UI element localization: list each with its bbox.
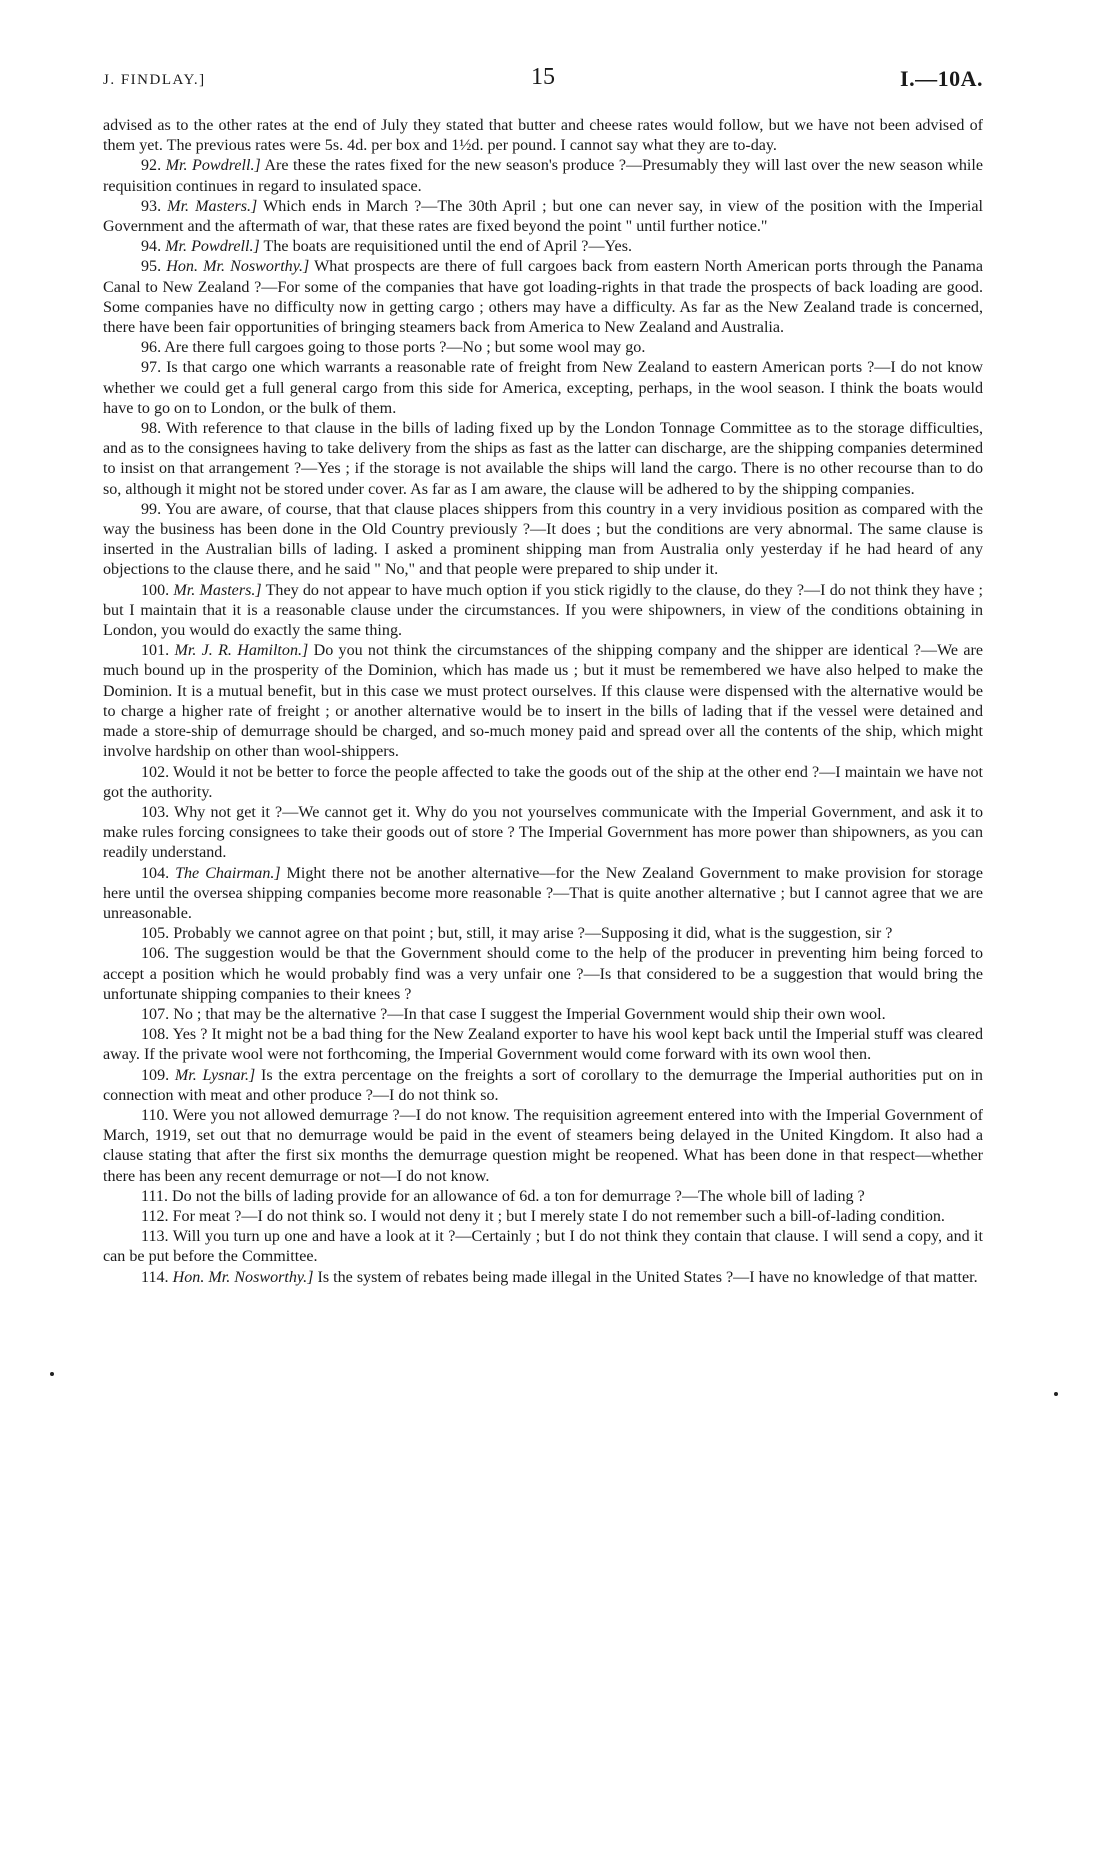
page-header bbox=[103, 62, 983, 96]
paragraph-text: Is that cargo one which warrants a reasonable rate of freight from New Zealand to eastern American ports ?—I do not know whether we could get a full general cargo from this side for America, excepting, perhaps, in the wool season. I think the boats would have to go on to London, or the bulk of them. bbox=[103, 359, 983, 417]
paragraph-text: Would it not be better to force the people affected to take the goods out of the ship at the other end ?—I maintain we have not got the authority. bbox=[103, 763, 984, 801]
header-witness-name: J. FINDLAY.] bbox=[103, 72, 206, 88]
question-number: 99. bbox=[141, 500, 162, 518]
paragraph-text: Will you turn up one and have a look at it ?—Certainly ; but I do not think they contain that clause. I will send a copy, and it can be put before the Committee. bbox=[103, 1228, 983, 1266]
question-number: 101. bbox=[141, 642, 170, 660]
header-paper-reference: I.—10A. bbox=[900, 66, 983, 91]
paragraph-text: Yes ? It might not be a bad thing for the New Zealand exporter to have his wool kept back until the Imperial stuff was cleared away. If the private wool were not forthcoming, the Imperial Government would come forward with its own wool then. bbox=[103, 1026, 983, 1064]
question-paragraph bbox=[103, 500, 983, 581]
page-number: 15 bbox=[531, 64, 555, 90]
question-number: 104. bbox=[141, 864, 170, 882]
paragraph-text: Probably we cannot agree on that point ; but, still, it may arise ?—Supposing it did, what is the suggestion, sir ? bbox=[173, 925, 893, 943]
question-number: 109. bbox=[141, 1066, 170, 1084]
question-paragraph bbox=[103, 338, 983, 358]
question-number: 112. bbox=[141, 1207, 169, 1225]
paragraph-text: Were you not allowed demurrage ?—I do not know. The requisition agreement entered into with the Imperial Government of March, 1919, set out that no demurrage would be paid in the event of steamers being delayed in the United Kingdom. It also had a clause stating that after the first six months the demurrage question might be reopened. What has been done in that respect—whether there has been any recent demurrage or not—I do not know. bbox=[103, 1106, 983, 1185]
question-paragraph bbox=[103, 1227, 983, 1267]
question-paragraph bbox=[103, 156, 983, 196]
speaker-name: Mr. Masters.] bbox=[167, 197, 258, 215]
question-number: 95. bbox=[141, 258, 162, 276]
question-paragraph bbox=[103, 1066, 983, 1106]
paragraph-text: Which ends in March ?—The 30th April ; but one can never say, in view of the position with the Imperial Government and the aftermath of war, that these rates are fixed beyond the point " until further notice." bbox=[103, 197, 983, 236]
evidence-transcript bbox=[103, 116, 983, 1288]
paragraph-text: For meat ?—I do not think so. I would not deny it ; but I merely state I do not remember such a bill-of-lading condition. bbox=[172, 1207, 945, 1225]
question-paragraph bbox=[103, 1207, 983, 1227]
paragraph-text: Might there not be another alternative—for the New Zealand Government to make provision for storage here until the oversea shipping companies become more reasonable ?—That is quite another alternative ; but I cannot agree that we are unreasonable. bbox=[103, 864, 983, 922]
question-paragraph bbox=[103, 763, 983, 803]
paragraph-text: advised as to the other rates at the end of July they stated that butter and cheese rates would follow, but we have not been advised of them yet. The previous rates were 5s. 4d. per box and 1½d. per pound. I cannot say what they are to-day. bbox=[103, 117, 983, 155]
question-paragraph bbox=[103, 237, 983, 257]
question-paragraph bbox=[103, 1005, 983, 1025]
speaker-name: Hon. Mr. Nosworthy.] bbox=[166, 258, 310, 276]
question-paragraph bbox=[103, 257, 983, 338]
question-paragraph bbox=[103, 864, 983, 925]
paragraph-text: Are these the rates fixed for the new season's produce ?—Presumably they will last over the new season while requisition continues in regard to insulated space. bbox=[103, 157, 983, 195]
question-number: 100. bbox=[141, 581, 170, 599]
margin-mark bbox=[1054, 1392, 1058, 1396]
question-number: 92. bbox=[141, 157, 162, 175]
question-number: 106. bbox=[141, 945, 170, 963]
question-paragraph bbox=[103, 803, 983, 864]
continued-paragraph bbox=[103, 116, 983, 156]
paragraph-text: Is the extra percentage on the freights a sort of corollary to the demurrage the Imperial authorities put on in connection with meat and other produce ?—I do not think so. bbox=[103, 1066, 983, 1104]
margin-mark bbox=[50, 1372, 54, 1376]
question-number: 94. bbox=[141, 238, 162, 256]
paragraph-text: Is the system of rebates being made illegal in the United States ?—I have no knowledge of that matter. bbox=[317, 1268, 978, 1286]
speaker-name: Mr. Powdrell.] bbox=[165, 238, 260, 256]
paragraph-text: With reference to that clause in the bills of lading fixed up by the London Tonnage Committee as to the storage difficulties, and as to the consignees having to take delivery from the ships as fast as the latter can discharge, are the shipping companies determined to insist on that arrangement ?—Yes ; if the storage is not available the ships will land the cargo. There is no other recourse than to do so, although it might not be stored under cover. As far as I am aware, the clause will be adhered to by the shipping companies. bbox=[103, 420, 984, 498]
paragraph-text: Do not the bills of lading provide for an allowance of 6d. a ton for demurrage ?—The whole bill of lading ? bbox=[172, 1187, 865, 1205]
question-paragraph bbox=[103, 944, 983, 1005]
paragraph-text: The boats are requisitioned until the end of April ?—Yes. bbox=[263, 238, 632, 256]
question-paragraph bbox=[103, 197, 983, 237]
question-number: 105. bbox=[141, 925, 170, 943]
question-paragraph bbox=[103, 581, 983, 642]
paragraph-text: Why not get it ?—We cannot get it. Why do you not yourselves communicate with the Imperial Government, and ask it to make rules forcing consignees to take their goods out of store ? The Imperial Government has more power than shipowners, as you can readily understand. bbox=[103, 803, 983, 862]
question-paragraph bbox=[103, 1187, 983, 1207]
question-number: 113. bbox=[141, 1228, 169, 1246]
speaker-name: Mr. Lysnar.] bbox=[174, 1066, 256, 1084]
speaker-name: The Chairman.] bbox=[175, 864, 281, 882]
question-paragraph bbox=[103, 1268, 983, 1288]
question-number: 97. bbox=[141, 359, 162, 377]
paragraph-text: Do you not think the circumstances of the shipping company and the shipper are identical ?—We are much bound up in the prosperity of the Dominion, which has made us ; but it must be remembered we have also helped to make the Dominion. It is a mutual benefit, but in this case we must protect ourselves. If this clause were dispensed with the alternative would be to charge a higher rate of freight ; or another alternative would be to insert in the bills of lading that if the vessel were detained and made a store-ship of demurrage should be charged, and so-much money paid and spread over all the contents of the ship, which might involve hardship on other than wool-shippers. bbox=[103, 642, 983, 761]
paragraph-text: The suggestion would be that the Government should come to the help of the producer in preventing him being forced to accept a position which he would probably find was a very unfair one ?—Is that considered to be a suggestion that would bring the unfortunate shipping companies to their knees ? bbox=[103, 945, 984, 1003]
question-paragraph bbox=[103, 924, 983, 944]
question-number: 103. bbox=[141, 803, 170, 821]
paragraph-text: No ; that may be the alternative ?—In that case I suggest the Imperial Government would ship their own wool. bbox=[173, 1005, 886, 1023]
speaker-name: Hon. Mr. Nosworthy.] bbox=[172, 1268, 314, 1286]
question-paragraph bbox=[103, 419, 983, 500]
question-number: 98. bbox=[141, 420, 162, 438]
question-number: 107. bbox=[141, 1005, 170, 1023]
question-paragraph bbox=[103, 641, 983, 762]
paragraph-text: You are aware, of course, that that clause places shippers from this country in a very invidious position as compared with the way the business has been done in the Old Country previously ?—It does ; but the conditions are very abnormal. The same clause is inserted in the Australian bills of lading. I asked a prominent shipping man from Australia only yesterday if he had heard of any objections to the clause there, and he said " No," and that people were prepared to ship under it. bbox=[103, 500, 983, 579]
paragraph-text: They do not appear to have much option if you stick rigidly to the clause, do they ?—I do not think they have ; but I maintain that it is a reasonable clause under the circumstances. If you were shipowners, in view of the conditions obtaining in London, you would do exactly the same thing. bbox=[103, 581, 984, 640]
speaker-name: Mr. Powdrell.] bbox=[165, 157, 261, 175]
question-number: 93. bbox=[141, 197, 162, 215]
question-number: 102. bbox=[141, 763, 170, 781]
speaker-name: Mr. J. R. Hamilton.] bbox=[174, 642, 309, 660]
question-number: 110. bbox=[141, 1106, 169, 1124]
question-paragraph bbox=[103, 1025, 983, 1065]
question-number: 96. bbox=[141, 339, 162, 357]
question-number: 111. bbox=[141, 1187, 168, 1205]
document-page bbox=[103, 62, 983, 1288]
paragraph-text: What prospects are there of full cargoes back from eastern North American ports through the Panama Canal to New Zealand ?—For some of the companies that have got loading-rights in that trade the prospects of back loading are good. Some companies have no difficulty now in getting cargo ; others may have a difficulty. As far as the New Zealand trade is concerned, there have been fair opportunities of bringing steamers back from America to New Zealand and Australia. bbox=[103, 258, 984, 337]
question-paragraph bbox=[103, 1106, 983, 1187]
question-number: 114. bbox=[141, 1268, 169, 1286]
question-number: 108. bbox=[141, 1026, 170, 1044]
question-paragraph bbox=[103, 358, 983, 419]
speaker-name: Mr. Masters.] bbox=[173, 581, 262, 599]
paragraph-text: Are there full cargoes going to those ports ?—No ; but some wool may go. bbox=[164, 339, 646, 357]
